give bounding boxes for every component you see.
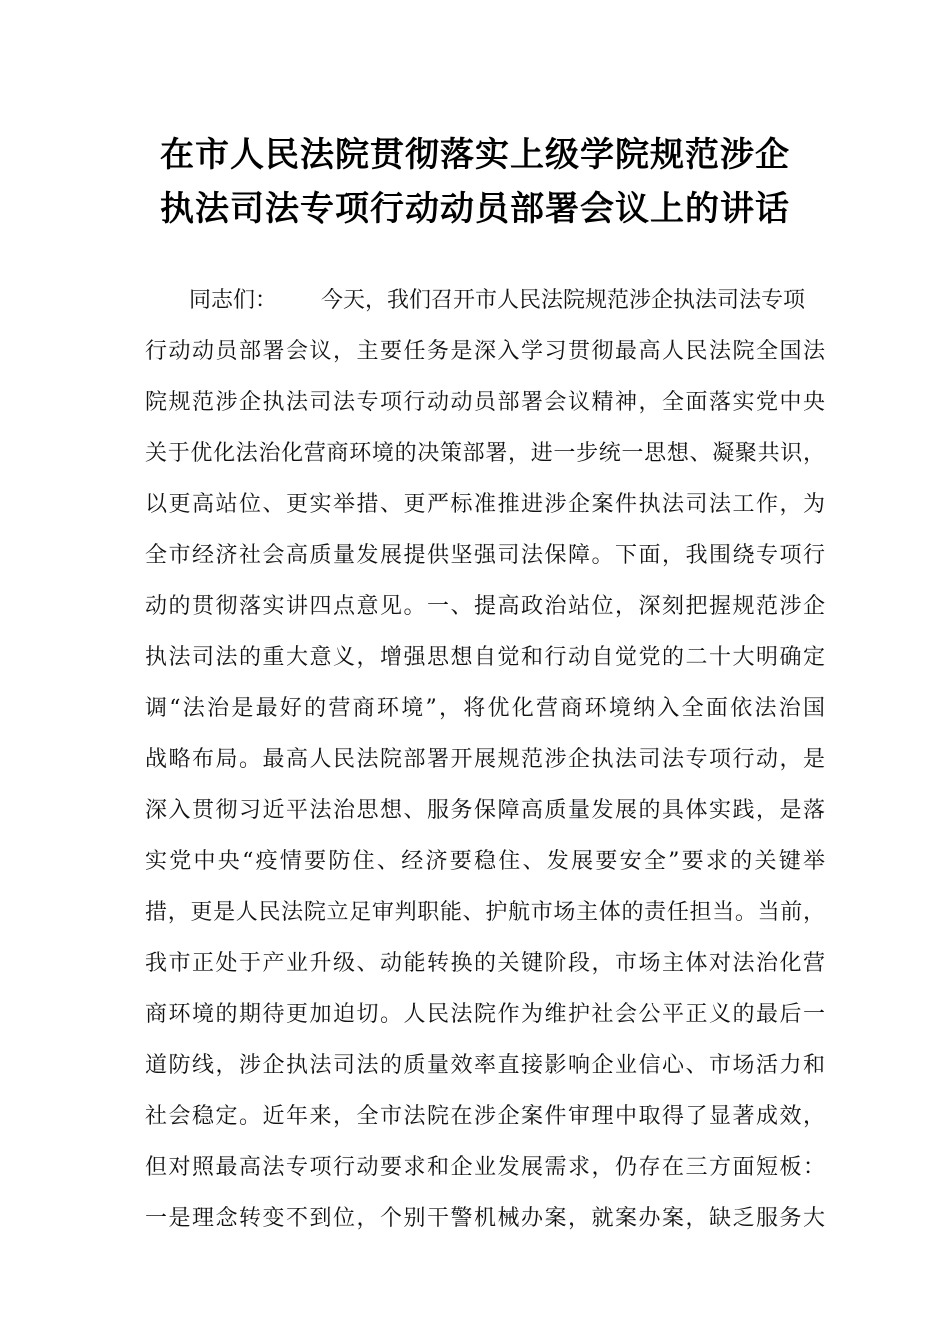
body-line: 以更高站位、更实举措、更严标准推进涉企案件执法司法工作，为 [145, 492, 825, 517]
body-line: 商环境的期待更加迫切。人民法院作为维护社会公平正义的最后一 [145, 1002, 825, 1027]
body-line: 院规范涉企执法司法专项行动动员部署会议精神，全面落实党中央 [145, 390, 825, 415]
title-line-2: 执法司法专项行动动员部署会议上的讲话 [160, 189, 790, 229]
body-line: 关于优化法治化营商环境的决策部署，进一步统一思想、凝聚共识， [145, 441, 825, 466]
body-line: 但对照最高法专项行动要求和企业发展需求，仍存在三方面短板： [145, 1155, 825, 1180]
body-line: 动的贯彻落实讲四点意见。一、提高政治站位，深刻把握规范涉企 [145, 594, 825, 619]
body-line-1 [145, 284, 825, 335]
body-line: 行动动员部署会议，主要任务是深入学习贯彻最高人民法院全国法 [145, 339, 825, 364]
document-title [100, 128, 850, 236]
body-line: 一是理念转变不到位，个别干警机械办案，就案办案，缺乏服务大 [145, 1206, 825, 1231]
body-line: 战略布局。最高人民法院部署开展规范涉企执法司法专项行动，是 [145, 747, 825, 772]
body-line: 全市经济社会高质量发展提供坚强司法保障。下面，我围绕专项行 [145, 543, 825, 568]
body-line: 道防线，涉企执法司法的质量效率直接影响企业信心、市场活力和 [145, 1053, 825, 1078]
body-line: 我市正处于产业升级、动能转换的关键阶段，市场主体对法治化营 [145, 951, 825, 976]
first-line-text: 今天，我们召开市人民法院规范涉企执法司法专项 [321, 288, 806, 313]
title-line-1: 在市人民法院贯彻落实上级学院规范涉企 [160, 135, 790, 175]
body-line: 深入贯彻习近平法治思想、服务保障高质量发展的具体实践，是落 [145, 798, 825, 823]
body-line: 社会稳定。近年来，全市法院在涉企案件审理中取得了显著成效， [145, 1104, 825, 1129]
speech-body [145, 284, 825, 1253]
body-line: 措，更是人民法院立足审判职能、护航市场主体的责任担当。当前， [145, 900, 825, 925]
greeting: 同志们： [189, 288, 278, 313]
body-line: 执法司法的重大意义，增强思想自觉和行动自觉党的二十大明确定 [145, 645, 825, 670]
body-line: 调“法治是最好的营商环境”，将优化营商环境纳入全面依法治国 [145, 696, 825, 721]
body-line: 实党中央“疫情要防住、经济要稳住、发展要安全”要求的关键举 [145, 849, 825, 874]
